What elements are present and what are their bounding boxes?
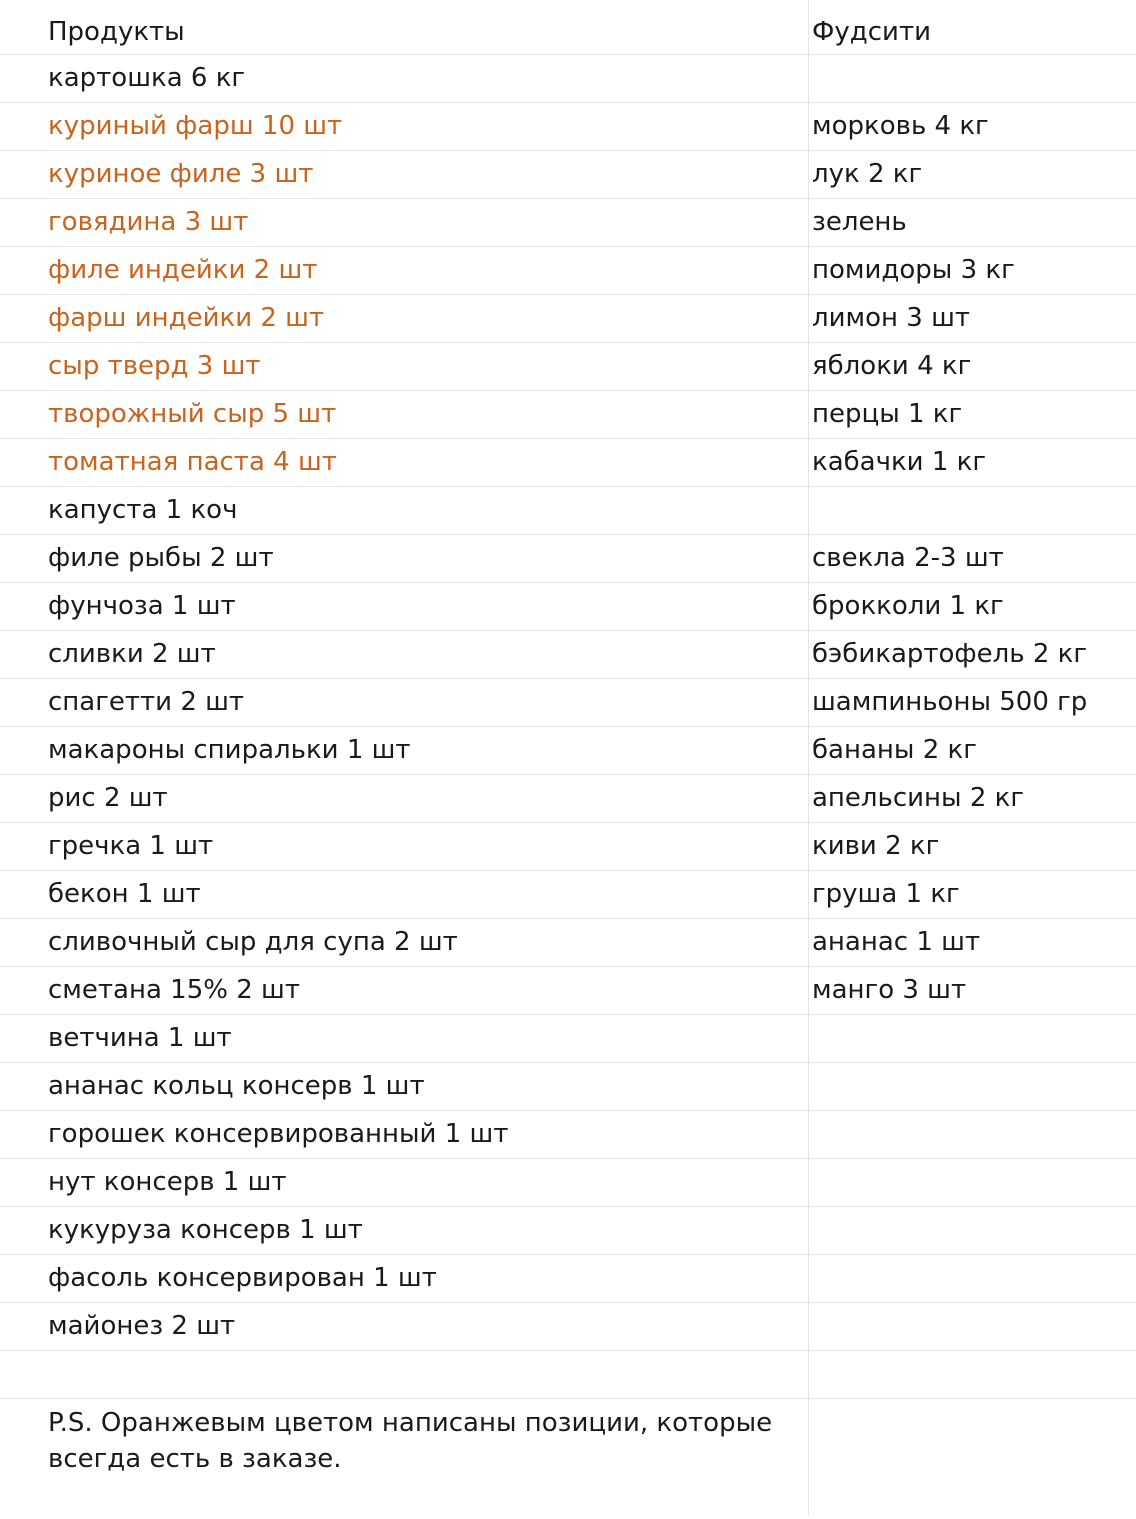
table-row bbox=[0, 1207, 1136, 1255]
table-row bbox=[0, 1111, 1136, 1159]
cell-product[interactable]: нут консерв 1 шт bbox=[48, 1167, 287, 1197]
cell-foodcity[interactable]: свекла 2-3 шт bbox=[812, 543, 1004, 573]
cell-product[interactable]: сливочный сыр для супа 2 шт bbox=[48, 927, 458, 957]
table-row bbox=[0, 1303, 1136, 1351]
cell-product[interactable]: сметана 15% 2 шт bbox=[48, 975, 300, 1005]
table-row bbox=[0, 1351, 1136, 1399]
cell-product[interactable]: капуста 1 коч bbox=[48, 495, 238, 525]
footnote[interactable]: P.S. Оранжевым цветом написаны позиции, которые всегда есть в заказе. bbox=[48, 1408, 773, 1474]
table-row bbox=[0, 439, 1136, 487]
cell-foodcity[interactable]: бананы 2 кг bbox=[812, 735, 977, 765]
cell-product[interactable]: бекон 1 шт bbox=[48, 879, 201, 909]
header-row bbox=[0, 0, 1136, 55]
cell-product[interactable]: ветчина 1 шт bbox=[48, 1023, 232, 1053]
cell-foodcity[interactable]: манго 3 шт bbox=[812, 975, 967, 1005]
cell-foodcity[interactable] bbox=[812, 1063, 1132, 1110]
cell-foodcity[interactable]: перцы 1 кг bbox=[812, 399, 963, 429]
cell-foodcity[interactable]: помидоры 3 кг bbox=[812, 255, 1015, 285]
table-row bbox=[0, 775, 1136, 823]
cell-product[interactable]: майонез 2 шт bbox=[48, 1311, 236, 1341]
cell-foodcity[interactable]: брокколи 1 кг bbox=[812, 591, 1004, 621]
cell-product[interactable]: фарш индейки 2 шт bbox=[48, 303, 325, 333]
cell-foodcity[interactable] bbox=[812, 1159, 1132, 1206]
cell-product[interactable]: картошка 6 кг bbox=[48, 63, 246, 93]
table-row bbox=[0, 1015, 1136, 1063]
table-row bbox=[0, 1255, 1136, 1303]
cell-foodcity[interactable]: лимон 3 шт bbox=[812, 303, 971, 333]
table-row bbox=[0, 295, 1136, 343]
cell-product[interactable]: творожный сыр 5 шт bbox=[48, 399, 337, 429]
table-row bbox=[0, 919, 1136, 967]
table-row bbox=[0, 199, 1136, 247]
cell-foodcity[interactable]: бэбикартофель 2 кг bbox=[812, 639, 1088, 669]
table-row bbox=[0, 871, 1136, 919]
table-row bbox=[0, 1063, 1136, 1111]
table-row bbox=[0, 679, 1136, 727]
table-row bbox=[0, 247, 1136, 295]
cell-foodcity[interactable]: ананас 1 шт bbox=[812, 927, 981, 957]
table-row bbox=[0, 1159, 1136, 1207]
cell-foodcity[interactable] bbox=[812, 1303, 1132, 1350]
note-row bbox=[0, 1399, 1136, 1519]
cell-product[interactable]: гречка 1 шт bbox=[48, 831, 214, 861]
cell-product[interactable] bbox=[48, 1351, 800, 1398]
table-row bbox=[0, 487, 1136, 535]
cell-product[interactable]: куриный фарш 10 шт bbox=[48, 111, 343, 141]
table-row bbox=[0, 583, 1136, 631]
cell-product[interactable]: куриное филе 3 шт bbox=[48, 159, 314, 189]
cell-product[interactable]: фасоль консервирован 1 шт bbox=[48, 1263, 437, 1293]
cell-foodcity[interactable] bbox=[812, 1015, 1132, 1062]
cell-foodcity[interactable]: апельсины 2 кг bbox=[812, 783, 1025, 813]
table-row bbox=[0, 823, 1136, 871]
cell-product[interactable]: кукуруза консерв 1 шт bbox=[48, 1215, 363, 1245]
table-row bbox=[0, 103, 1136, 151]
cell-foodcity[interactable] bbox=[812, 1111, 1132, 1158]
cell-product[interactable]: говядина 3 шт bbox=[48, 207, 249, 237]
table-body bbox=[0, 55, 1136, 1399]
table-row bbox=[0, 151, 1136, 199]
cell-foodcity[interactable]: кабачки 1 кг bbox=[812, 447, 987, 477]
table-row bbox=[0, 535, 1136, 583]
cell-product[interactable]: спагетти 2 шт bbox=[48, 687, 245, 717]
cell-product[interactable]: томатная паста 4 шт bbox=[48, 447, 337, 477]
cell-foodcity[interactable] bbox=[812, 1255, 1132, 1302]
cell-foodcity[interactable] bbox=[812, 1207, 1132, 1254]
cell-product[interactable]: ананас кольц консерв 1 шт bbox=[48, 1071, 425, 1101]
cell-foodcity[interactable]: шампиньоны 500 гр bbox=[812, 687, 1088, 717]
table-row bbox=[0, 55, 1136, 103]
cell-product[interactable]: рис 2 шт bbox=[48, 783, 168, 813]
cell-product[interactable]: горошек консервированный 1 шт bbox=[48, 1119, 509, 1149]
cell-product[interactable]: сливки 2 шт bbox=[48, 639, 216, 669]
header-products[interactable]: Продукты bbox=[48, 17, 185, 47]
table-row bbox=[0, 631, 1136, 679]
cell-foodcity[interactable]: зелень bbox=[812, 207, 907, 237]
table-row bbox=[0, 727, 1136, 775]
cell-foodcity[interactable]: морковь 4 кг bbox=[812, 111, 989, 141]
cell-product[interactable]: макароны спиральки 1 шт bbox=[48, 735, 411, 765]
cell-foodcity[interactable] bbox=[812, 487, 1132, 534]
cell-foodcity[interactable]: киви 2 кг bbox=[812, 831, 940, 861]
cell-foodcity[interactable]: лук 2 кг bbox=[812, 159, 923, 189]
cell-foodcity[interactable]: груша 1 кг bbox=[812, 879, 960, 909]
cell-product[interactable]: филе индейки 2 шт bbox=[48, 255, 318, 285]
table-row bbox=[0, 391, 1136, 439]
header-foodcity[interactable]: Фудсити bbox=[812, 17, 931, 47]
cell-product[interactable]: фунчоза 1 шт bbox=[48, 591, 236, 621]
cell-foodcity[interactable] bbox=[812, 1351, 1132, 1398]
cell-foodcity[interactable]: яблоки 4 кг bbox=[812, 351, 972, 381]
cell-product[interactable]: сыр тверд 3 шт bbox=[48, 351, 261, 381]
cell-product[interactable]: филе рыбы 2 шт bbox=[48, 543, 274, 573]
table-row bbox=[0, 967, 1136, 1015]
table-row bbox=[0, 343, 1136, 391]
cell-foodcity[interactable] bbox=[812, 55, 1132, 102]
